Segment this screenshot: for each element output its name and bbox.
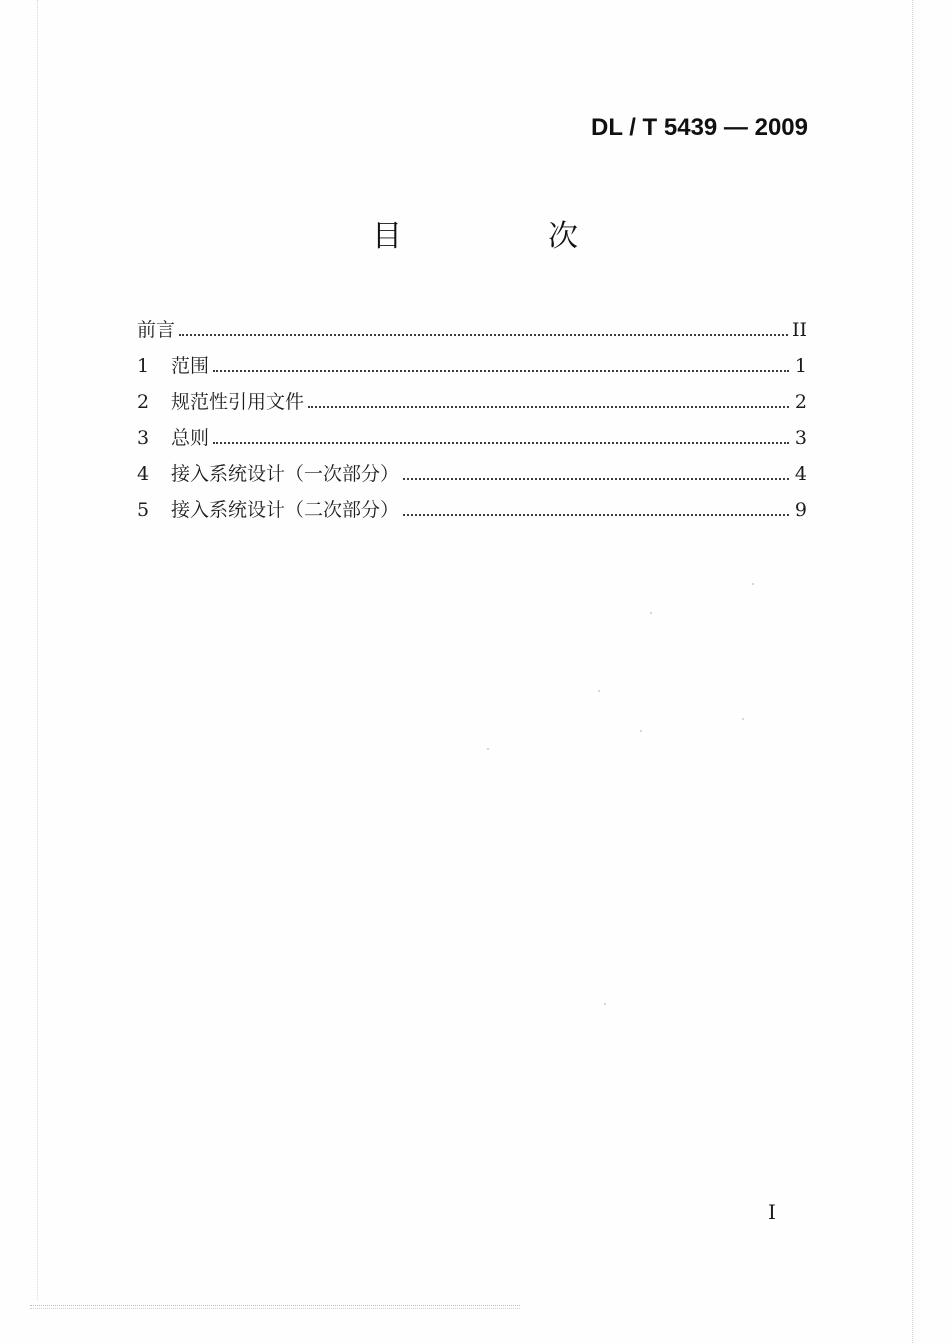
toc-entry-page: II bbox=[791, 319, 807, 341]
page-number: I bbox=[768, 1200, 776, 1224]
toc-entry-page: 2 bbox=[794, 391, 807, 413]
toc-entry-general[interactable] bbox=[137, 414, 807, 450]
toc-entry-page: 3 bbox=[794, 427, 807, 449]
toc-entry-label: 规范性引用文件 bbox=[171, 391, 305, 413]
scan-speck bbox=[752, 583, 754, 585]
toc-entry-number: 4 bbox=[137, 463, 150, 485]
toc-entry-number: 3 bbox=[137, 427, 150, 449]
toc-entry-page: 1 bbox=[794, 355, 807, 377]
toc-leader-dots bbox=[213, 442, 789, 444]
toc-entry-label: 接入系统设计（二次部分） bbox=[171, 499, 400, 521]
toc-entry-number: 1 bbox=[137, 355, 150, 377]
toc-leader-dots bbox=[213, 370, 789, 372]
toc-entry-number: 5 bbox=[137, 499, 150, 521]
toc-entry-label: 接入系统设计（一次部分） bbox=[171, 463, 400, 485]
toc-entry-foreword[interactable] bbox=[137, 306, 807, 342]
standard-number: DL / T 5439 — 2009 bbox=[590, 114, 808, 141]
toc-entry-label: 前言 bbox=[137, 319, 176, 341]
scan-speck bbox=[487, 748, 489, 750]
scan-edge-right bbox=[912, 0, 913, 1343]
scan-speck bbox=[640, 730, 642, 732]
toc-entry-page: 4 bbox=[794, 463, 807, 485]
toc-leader-dots bbox=[308, 406, 789, 408]
toc-entry-number: 2 bbox=[137, 391, 150, 413]
toc-leader-dots bbox=[403, 478, 789, 480]
toc-title: 目 次 bbox=[372, 219, 636, 254]
toc-entry-primary-design[interactable] bbox=[137, 450, 807, 486]
toc-leader-dots bbox=[179, 334, 788, 336]
toc-entry-label: 总则 bbox=[171, 427, 210, 449]
scan-speck bbox=[598, 690, 600, 692]
table-of-contents bbox=[137, 306, 807, 522]
toc-entry-normative-references[interactable] bbox=[137, 378, 807, 414]
toc-entry-label: 范围 bbox=[171, 355, 210, 377]
toc-entry-page: 9 bbox=[794, 499, 807, 521]
scan-speck bbox=[742, 718, 744, 720]
scan-edge-left bbox=[37, 0, 38, 1300]
toc-entry-scope[interactable] bbox=[137, 342, 807, 378]
toc-entry-secondary-design[interactable] bbox=[137, 486, 807, 522]
scan-edge-bottom bbox=[30, 1305, 520, 1309]
scan-speck bbox=[650, 612, 652, 614]
scan-speck bbox=[604, 1003, 606, 1005]
toc-leader-dots bbox=[403, 514, 789, 516]
